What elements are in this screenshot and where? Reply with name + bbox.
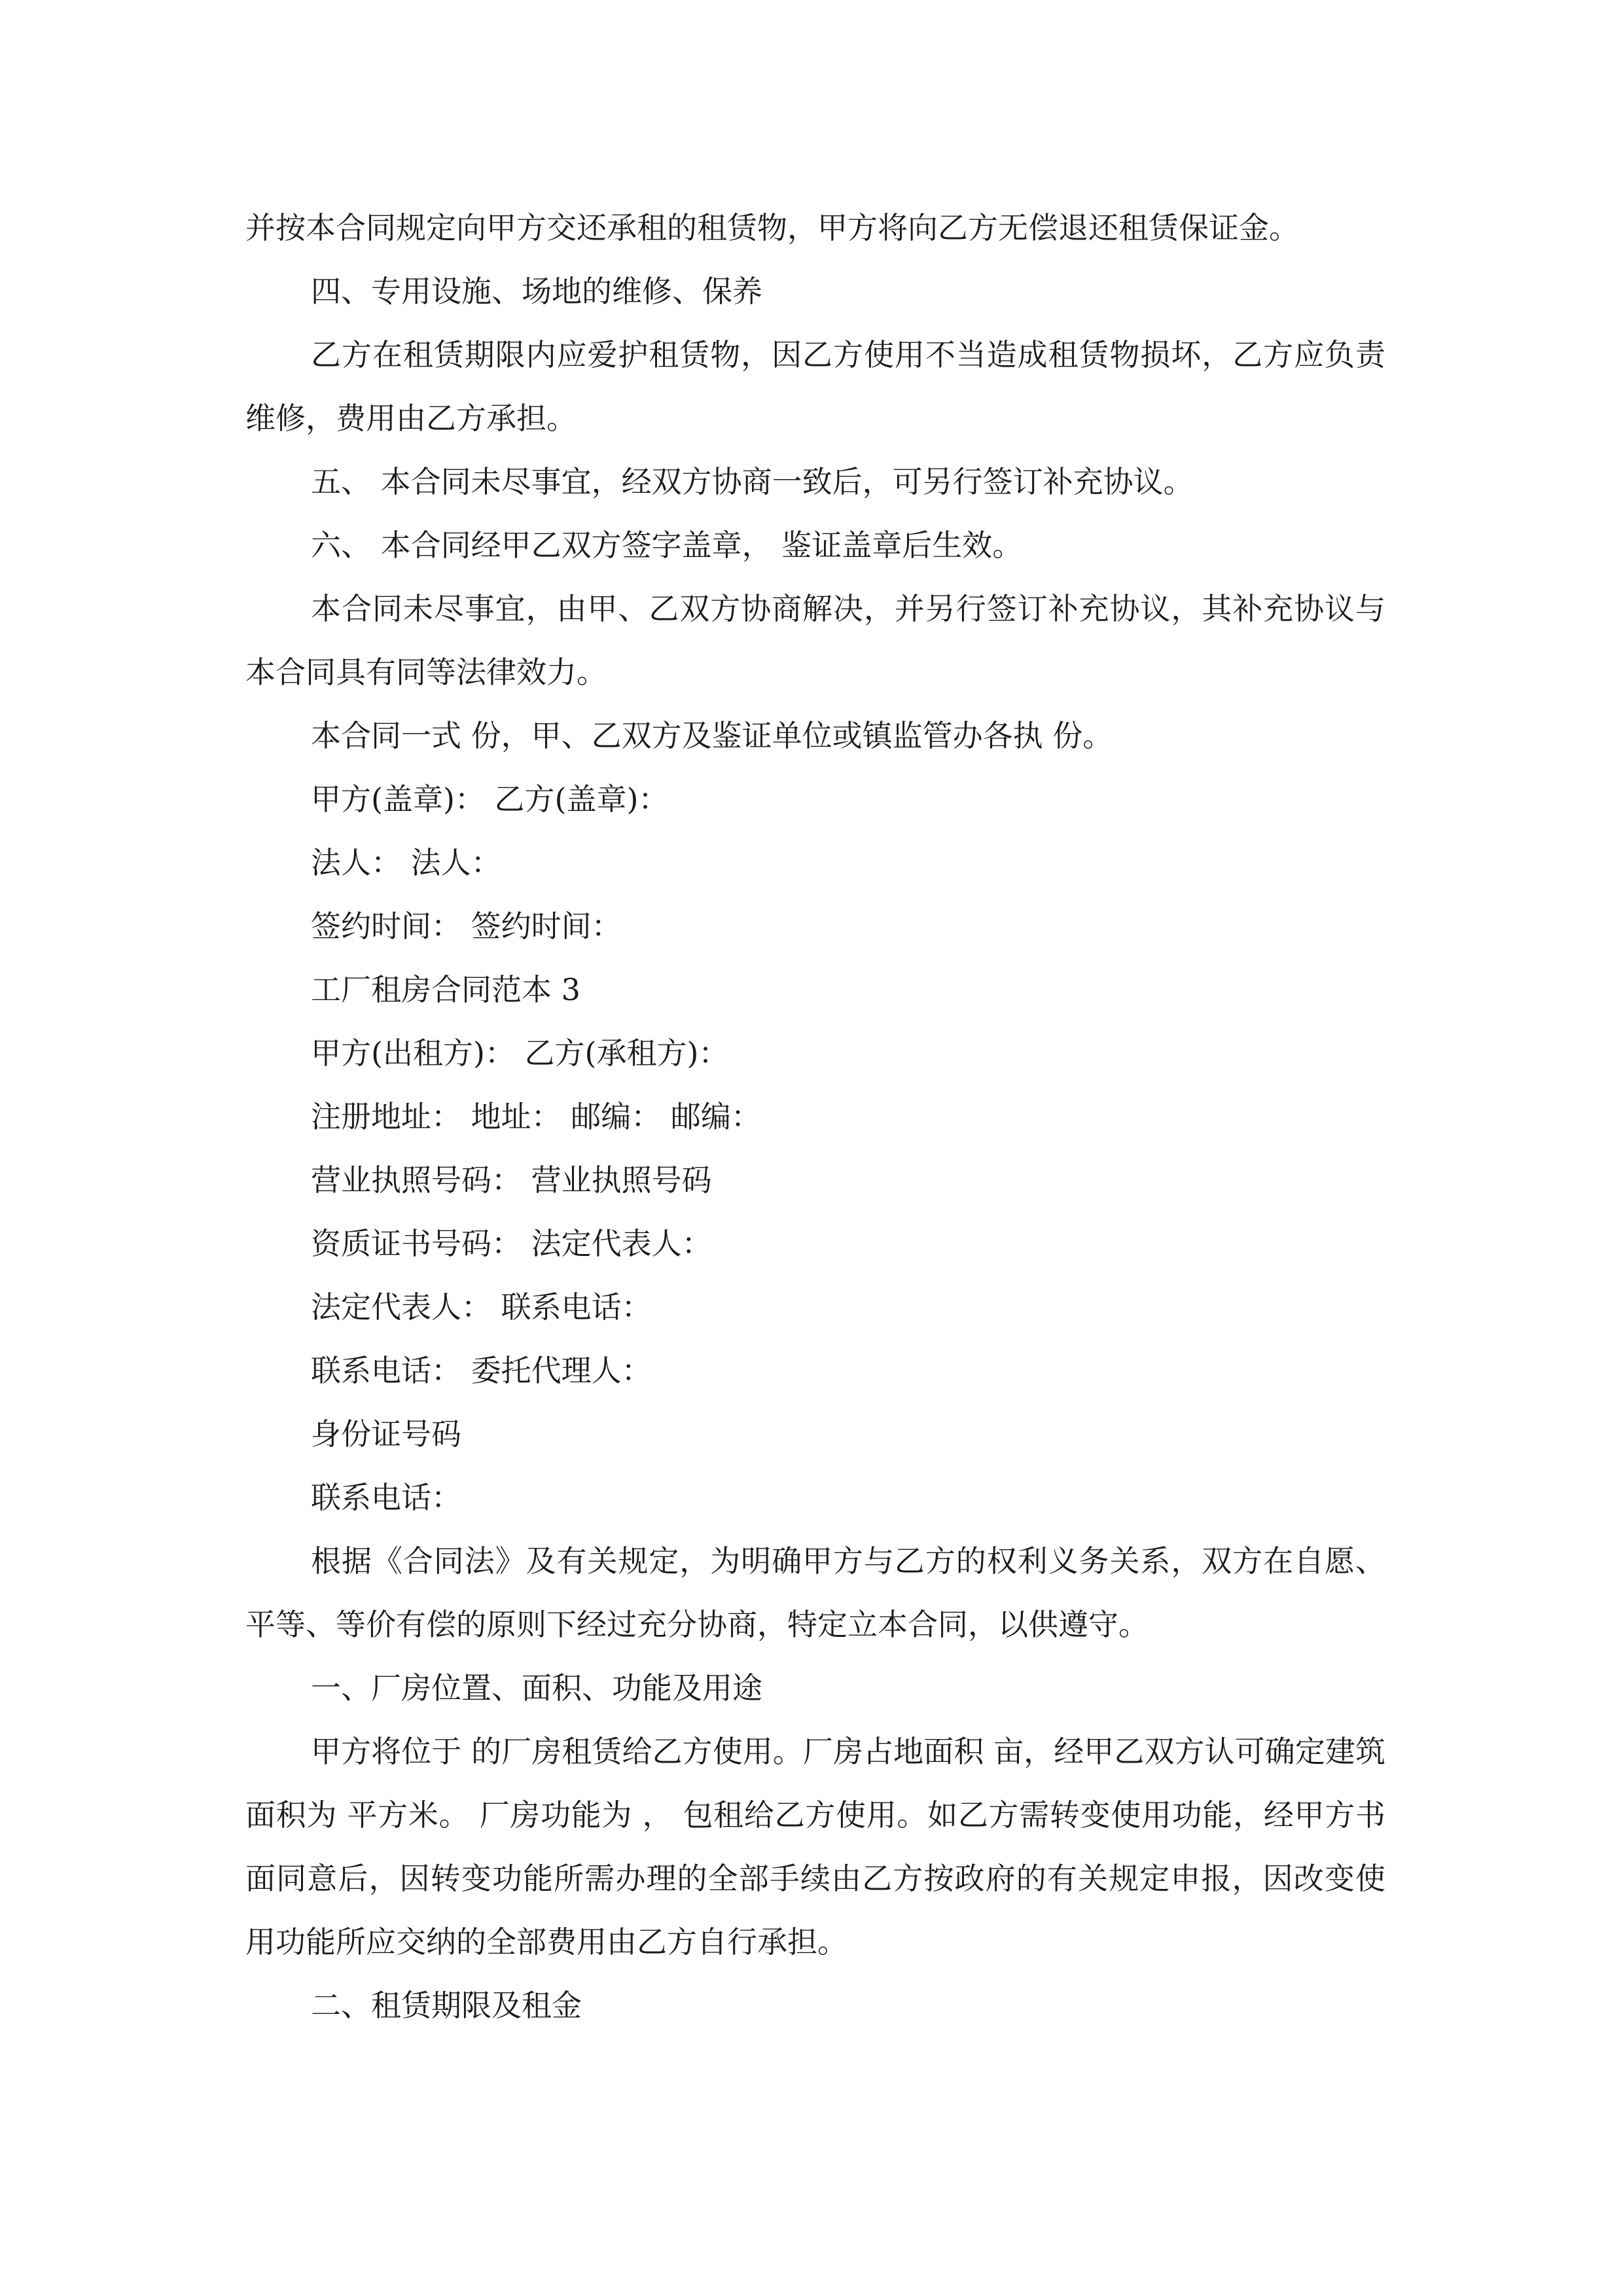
signature-seal-line: 甲方(盖章)： 乙方(盖章)： <box>311 781 669 817</box>
document-body <box>245 196 1385 2037</box>
phone-agent-line: 联系电话： 委托代理人： <box>311 1353 652 1388</box>
paragraph-supplement: 本合同未尽事宜，由甲、乙双方协商解决，并另行签订补充协议，其补充协议与本合同具有同等法律效力。 <box>245 591 1385 690</box>
paragraph-premises: 甲方将位于 的厂房租赁给乙方使用。厂房占地面积 亩，经甲乙双方认可确定建筑面积为 平方米。 厂房功能为 ， 包租给乙方使用。如乙方需转变使用功能，经甲方书面同意后，因转变功能所需办理的全部手续由乙方按政府的有关规定申报，因改变使用功能所应交纳的全部费用由乙方自行承担。 <box>245 1734 1385 1960</box>
section-heading-1: 一、厂房位置、面积、功能及用途 <box>311 1670 762 1706</box>
paragraph-preamble: 根据《合同法》及有关规定，为明确甲方与乙方的权利义务关系，双方在自愿、平等、等价有偿的原则下经过充分协商，特定立本合同，以供遵守。 <box>245 1543 1385 1642</box>
signature-legal-person-line: 法人： 法人： <box>311 845 501 880</box>
clause-5: 五、 本合同未尽事宜，经双方协商一致后，可另行签订补充协议。 <box>311 464 1194 499</box>
id-number-line: 身份证号码 <box>311 1416 461 1452</box>
clause-6: 六、 本合同经甲乙双方签字盖章， 鉴证盖章后生效。 <box>311 528 1023 563</box>
license-line: 营业执照号码： 营业执照号码 <box>311 1162 712 1198</box>
contract-title: 工厂租房合同范本 3 <box>311 972 580 1007</box>
paragraph-maintenance: 乙方在租赁期限内应爱护租赁物，因乙方使用不当造成租赁物损坏，乙方应负责维修，费用由乙方承担。 <box>245 337 1385 436</box>
phone-line: 联系电话： <box>311 1480 461 1515</box>
certificate-line: 资质证书号码： 法定代表人： <box>311 1226 712 1261</box>
section-heading-4: 四、专用设施、场地的维修、保养 <box>311 274 762 309</box>
signature-date-line: 签约时间： 签约时间： <box>311 908 622 944</box>
paragraph-1: 并按本合同规定向甲方交还承租的租赁物，甲方将向乙方无偿退还租赁保证金。 <box>245 210 1299 245</box>
section-heading-2: 二、租赁期限及租金 <box>311 1988 582 2023</box>
parties-line: 甲方(出租方)： 乙方(承租方)： <box>311 1035 729 1071</box>
paragraph-copies: 本合同一式 份，甲、乙双方及鉴证单位或镇监管办各执 份。 <box>311 718 1113 753</box>
address-line: 注册地址： 地址： 邮编： 邮编： <box>311 1099 761 1134</box>
representative-line: 法定代表人： 联系电话： <box>311 1289 652 1325</box>
